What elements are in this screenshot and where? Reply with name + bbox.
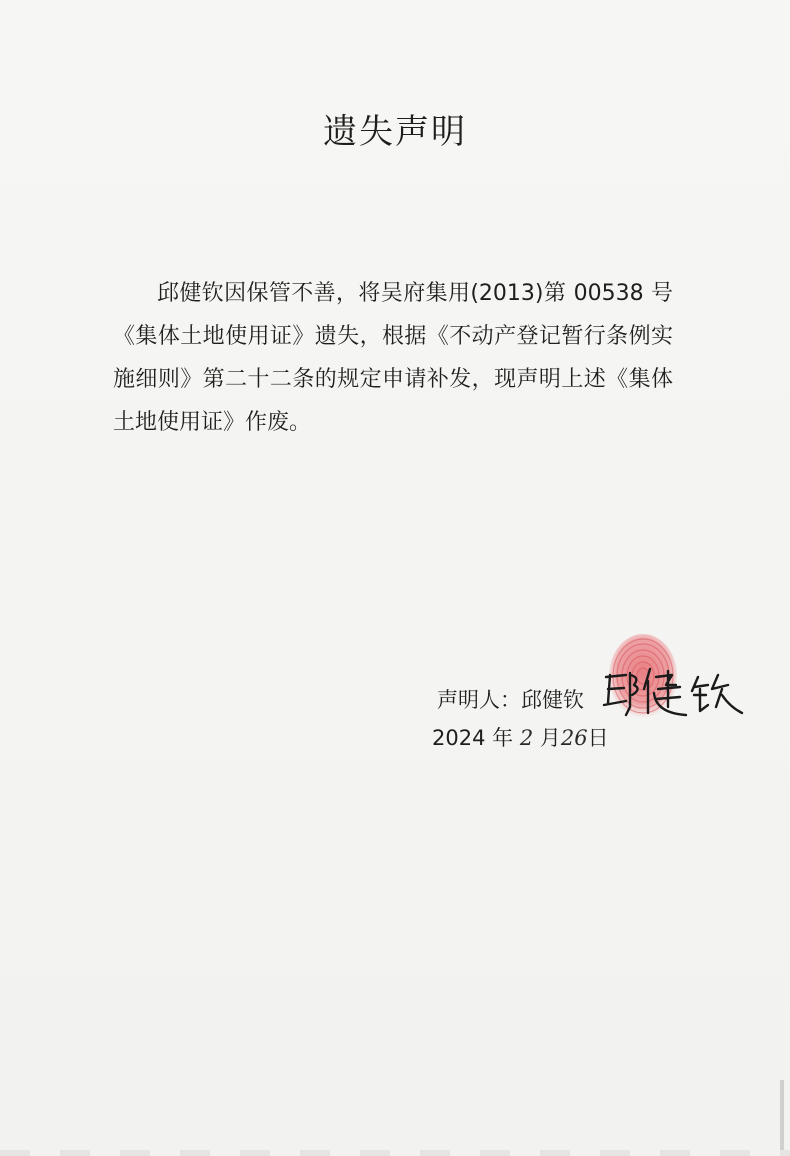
date-line bbox=[432, 724, 609, 752]
date-day-unit: 日 bbox=[587, 726, 609, 750]
scan-edge-bottom bbox=[0, 1150, 790, 1156]
page-title: 遗失声明 bbox=[323, 112, 467, 152]
handwritten-signature bbox=[596, 655, 746, 735]
date-day-handwritten: 26 bbox=[560, 726, 588, 750]
date-month-handwritten: 2 bbox=[519, 726, 534, 750]
date-month-unit: 月 bbox=[539, 726, 561, 750]
date-year-unit: 年 bbox=[492, 726, 514, 750]
declarant-line: 声明人：邱健钦 bbox=[437, 688, 584, 712]
date-year: 2024 bbox=[432, 726, 486, 750]
statement-body: 邱健钦因保管不善，将吴府集用(2013)第 00538 号《集体土地使用证》遗失，根据《不动产登记暂行条例实施细则》第二十二条的规定申请补发，现声明上述《集体土地使用证》作废。 bbox=[113, 281, 673, 435]
scan-edge-right bbox=[780, 1080, 784, 1150]
